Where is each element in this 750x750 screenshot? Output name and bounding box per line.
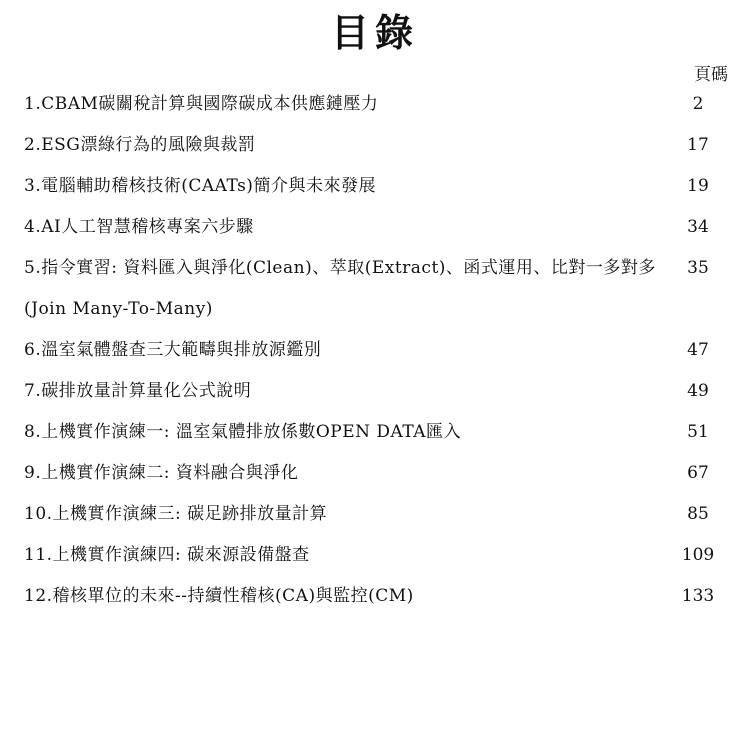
toc-entry-page: 34 — [687, 217, 709, 237]
toc-entry-12[interactable] — [24, 576, 728, 617]
toc-entry-page: 85 — [687, 504, 709, 524]
toc-entry-page: 109 — [681, 545, 715, 565]
toc-entry-title: 3.電腦輔助稽核技術(CAATs)簡介與未來發展 — [24, 176, 376, 196]
toc-entry-title: 9.上機實作演練二: 資料融合與淨化 — [24, 463, 299, 483]
page-number-header: 頁碼 — [694, 65, 728, 85]
toc-entry-page: 19 — [687, 176, 709, 196]
toc-entry-title: 5.指令實習: 資料匯入與淨化(Clean)、萃取(Extract)、函式運用、比對一多對多(Join Many-To-Many) — [24, 258, 656, 319]
toc-entry-title: 12.稽核單位的未來--持續性稽核(CA)與監控(CM) — [24, 586, 414, 606]
toc-entry-page: 17 — [687, 135, 709, 155]
toc-entry-page: 47 — [687, 340, 709, 360]
toc-entry-8[interactable] — [24, 412, 728, 453]
toc-entry-page: 2 — [692, 94, 704, 114]
toc-entry-5[interactable] — [24, 248, 728, 330]
toc-entry-9[interactable] — [24, 453, 728, 494]
toc-entry-title: 2.ESG漂綠行為的風險與裁罰 — [24, 135, 256, 155]
toc-entry-title: 6.溫室氣體盤查三大範疇與排放源鑑別 — [24, 340, 322, 360]
toc-entry-title: 4.AI人工智慧稽核專案六步驟 — [24, 217, 254, 237]
toc-entry-1[interactable] — [24, 84, 728, 125]
toc-entry-4[interactable] — [24, 207, 728, 248]
toc-entry-3[interactable] — [24, 166, 728, 207]
toc-entry-7[interactable] — [24, 371, 728, 412]
toc-entry-page: 67 — [687, 463, 709, 483]
page-title: 目錄 — [330, 10, 419, 55]
toc-entry-title: 7.碳排放量計算量化公式說明 — [24, 381, 252, 401]
toc-entry-title: 8.上機實作演練一: 溫室氣體排放係數OPEN DATA匯入 — [24, 422, 462, 442]
toc-entry-page: 35 — [687, 258, 709, 278]
toc-entry-title: 10.上機實作演練三: 碳足跡排放量計算 — [24, 504, 328, 524]
toc-entry-page: 51 — [687, 422, 709, 442]
toc-entry-2[interactable] — [24, 125, 728, 166]
toc-list — [24, 84, 728, 617]
toc-entry-page: 49 — [687, 381, 709, 401]
toc-entry-page: 133 — [681, 586, 715, 606]
toc-entry-6[interactable] — [24, 330, 728, 371]
toc-entry-title: 1.CBAM碳關稅計算與國際碳成本供應鏈壓力 — [24, 94, 379, 114]
toc-entry-11[interactable] — [24, 535, 728, 576]
toc-entry-10[interactable] — [24, 494, 728, 535]
toc-entry-title: 11.上機實作演練四: 碳來源設備盤查 — [24, 545, 310, 565]
